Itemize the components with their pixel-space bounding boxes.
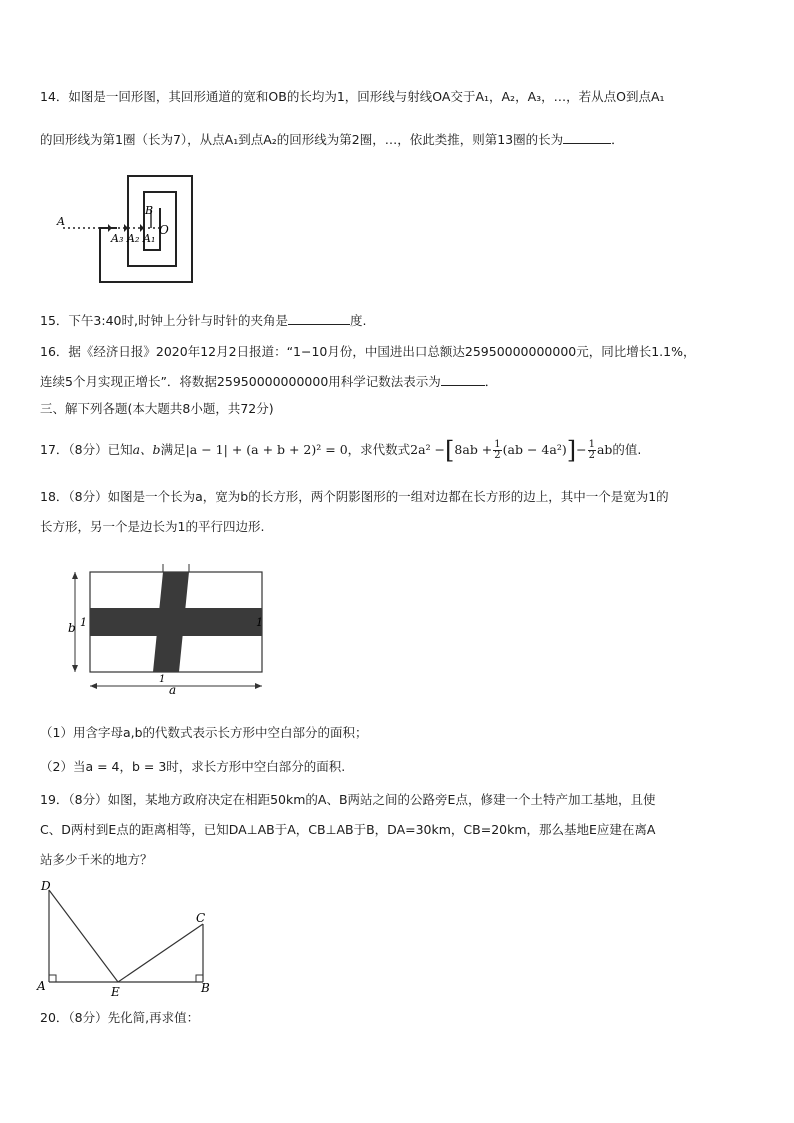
right-bracket: ] (566, 436, 577, 465)
arrow-b-bottom (72, 665, 78, 672)
q14-line2-end: ． (611, 132, 624, 147)
label-a: a (169, 683, 177, 695)
label-one-bottom: 1 (159, 674, 166, 685)
label-d: D (41, 879, 51, 893)
q14-line2 (40, 130, 624, 149)
section-heading: 三、解下列各题(本大题共8小题，共72分) (40, 401, 274, 416)
label-a1: A₁ (143, 232, 156, 245)
q17-prefix: 17．（8分）已知 (40, 442, 133, 457)
arrow-b-top (72, 572, 78, 579)
q17-expr-in2: (ab − 4a²) (502, 442, 567, 457)
fraction-den: 2 (494, 450, 501, 461)
label-e: E (111, 985, 120, 999)
q16-line2-text: 连续5个月实现正增长”．将数据25950000000000用科学记数法表示为 (40, 374, 441, 389)
q18-sub2: （2）当a = 4，b = 3时，求长方形中空白部分的面积. (40, 759, 346, 774)
q18-sub1: （1）用含字母a,b的代数式表示长方形中空白部分的面积； (40, 725, 368, 740)
q17-mid: ，求代数式 (347, 442, 411, 457)
q17-cond-label: 满足 (160, 442, 186, 457)
label-one-right: 1 (256, 616, 263, 629)
q15-text: 15．下午3:40时,时钟上分针与时针的夹角是 (40, 313, 288, 328)
q19-line2: C、D两村到E点的距离相等，已知DA⊥AB于A，CB⊥AB于B，DA=30km，CB=20km，那么基地E应建在离A (40, 822, 656, 837)
q14-line2-text: 的回形线为第1圈（长为7），从点A₁到点A₂的回形线为第2圈，…，依此类推，则第13圈的长为 (40, 132, 564, 147)
q16-line2-end: ． (484, 374, 498, 389)
q19-line1: 19．（8分）如图，某地方政府决定在相距50km的A、B两站之间的公路旁E点，修建一个土特产加工基地，且使 (40, 792, 656, 807)
q17-expr-minus: − (576, 442, 587, 457)
q15-line (40, 311, 366, 330)
label-b: b (68, 621, 76, 635)
q19-line3: 站多少千米的地方？ (40, 852, 153, 867)
fraction-half-2 (588, 440, 596, 461)
label-o: O (159, 223, 169, 237)
answer-blank-15[interactable] (288, 311, 350, 325)
arrow-a3 (108, 224, 112, 232)
arrow-a-left (90, 683, 97, 689)
rectangle-figure (65, 560, 280, 695)
q17-line (40, 436, 642, 465)
fraction-den-2: 2 (588, 450, 595, 461)
segment-ce (118, 924, 203, 982)
q17-expr-tail: ab (596, 442, 613, 457)
q20-line: 20．（8分）先化简,再求值： (40, 1010, 200, 1025)
q17-suffix: 的值. (612, 442, 642, 457)
fraction-num: 1 (494, 439, 501, 450)
q17-expr-in1: 8ab + (454, 442, 493, 457)
spiral-figure (55, 168, 235, 288)
q16-line1: 16．据《经济日报》2020年12月2日报道：“1−10月份，中国进出口总额达25950000000000元，同比增长1.1%， (40, 344, 696, 359)
q16-line2 (40, 372, 497, 391)
q17-condition: |a − 1| + (a + b + 2)² = 0 (185, 442, 348, 457)
label-a: A (37, 979, 46, 993)
segment-de (49, 890, 118, 982)
label-a2: A₂ (127, 232, 140, 245)
answer-blank-14[interactable] (563, 130, 611, 144)
geometry-figure (35, 876, 225, 1001)
label-a: A (57, 215, 65, 228)
label-c: C (196, 911, 206, 925)
arrow-a-right (255, 683, 262, 689)
left-bracket: [ (445, 436, 455, 465)
q15-suffix: 度. (349, 313, 367, 328)
q18-line2: 长方形，另一个是边长为1的平行四边形. (40, 519, 265, 534)
label-a3: A₃ (111, 232, 124, 245)
label-b: B (145, 204, 154, 217)
answer-blank-16[interactable] (441, 372, 485, 386)
fraction-num-2: 1 (588, 439, 595, 450)
fraction-half (493, 440, 501, 461)
label-b: B (201, 981, 210, 995)
q18-line1: 18．（8分）如图是一个长为a，宽为b的长方形，两个阴影图形的一组对边都在长方形的边上，其中一个是宽为1的 (40, 489, 669, 504)
q17-ab: a、b (132, 442, 161, 457)
q17-expr-start: 2a² − (410, 442, 446, 457)
spiral-line (100, 176, 192, 282)
label-one-left: 1 (80, 616, 87, 629)
q14-line1: 14．如图是一回形图，其回形通道的宽和OB的长均为1，回形线与射线OA交于A₁，A₂，A₃，…，若从点O到点A₁ (40, 89, 665, 104)
right-angle-a (49, 975, 56, 982)
